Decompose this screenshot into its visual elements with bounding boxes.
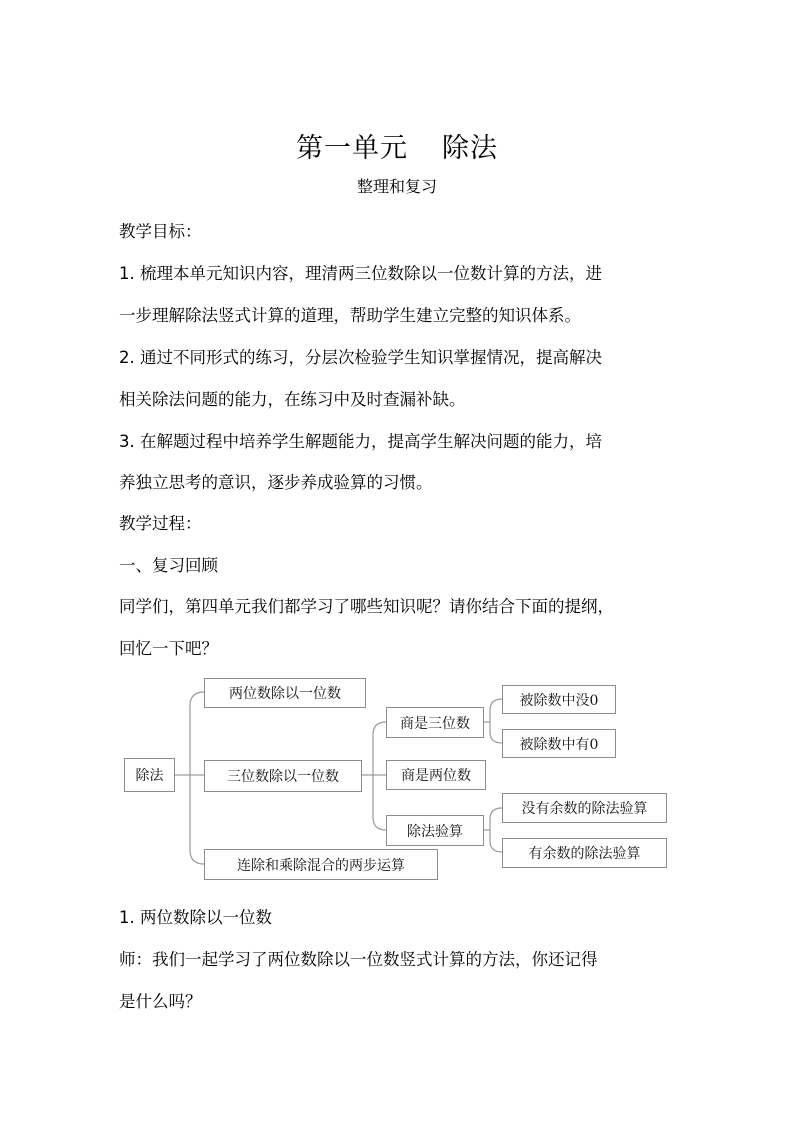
- mindmap-node-no-zero: 被除数中没0: [502, 685, 616, 714]
- teacher-line: 师：我们一起学习了两位数除以一位数竖式计算的方法，你还记得: [119, 950, 598, 969]
- page-subtitle: 整理和复习: [356, 177, 437, 196]
- paragraph-line: 回忆一下吧？: [119, 639, 218, 658]
- teacher-line: 是什么吗？: [119, 992, 202, 1011]
- paragraph-line: 2. 通过不同形式的练习，分层次检验学生知识掌握情况，提高解决: [119, 348, 602, 367]
- paragraph-line: 相关除法问题的能力，在练习中及时查漏补缺。: [119, 390, 466, 409]
- title-sub: 除法: [442, 133, 498, 164]
- mindmap-node-has-zero: 被除数中有0: [502, 729, 616, 758]
- mindmap-node-remainder-check: 有余数的除法验算: [502, 838, 667, 868]
- objectives-heading: 教学目标：: [119, 222, 202, 241]
- mindmap-node-quotient-two: 商是两位数: [386, 760, 486, 790]
- mindmap-node-two-step: 连除和乘除混合的两步运算: [204, 849, 438, 880]
- paragraph-line: 养独立思考的意识，逐步养成验算的习惯。: [119, 473, 433, 492]
- paragraph-line: 同学们，第四单元我们都学习了哪些知识呢？请你结合下面的提纲，: [119, 597, 614, 616]
- title-main: 第一单元: [296, 133, 408, 164]
- section-heading: 一、复习回顾: [119, 556, 218, 575]
- mindmap-root: 除法: [124, 758, 175, 792]
- paragraph-line: 一步理解除法竖式计算的道理，帮助学生建立完整的知识体系。: [119, 306, 581, 325]
- mindmap-node-three-digit: 三位数除以一位数: [204, 760, 362, 792]
- mindmap-node-no-remainder-check: 没有余数的除法验算: [502, 793, 667, 823]
- paragraph-line: 1. 梳理本单元知识内容，理清两三位数除以一位数计算的方法，进: [119, 264, 602, 283]
- process-heading: 教学过程：: [119, 514, 202, 533]
- paragraph-line: 3. 在解题过程中培养学生解题能力，提高学生解决问题的能力，培: [119, 432, 602, 451]
- section-heading-1: 1. 两位数除以一位数: [119, 908, 272, 927]
- mindmap-node-division-check: 除法验算: [386, 815, 484, 846]
- mindmap-node-two-digit: 两位数除以一位数: [204, 678, 366, 708]
- mindmap-node-quotient-three: 商是三位数: [386, 707, 484, 738]
